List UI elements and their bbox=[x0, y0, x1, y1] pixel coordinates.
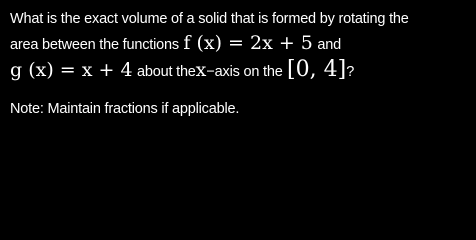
function-g: g (x) = x + 4 bbox=[10, 59, 133, 81]
note-text: Note: Maintain fractions if applicable. bbox=[10, 101, 240, 117]
axis-text: −axis on the bbox=[206, 64, 283, 80]
function-f: f (x) = 2x + 5 bbox=[183, 32, 313, 54]
about-text: about the bbox=[137, 64, 196, 80]
spacer bbox=[10, 84, 466, 98]
question-line-1: What is the exact volume of a solid that is formed by rotating the bbox=[10, 11, 409, 27]
question-line-3 bbox=[10, 56, 466, 84]
question-text: area between the functions bbox=[10, 37, 179, 53]
axis-variable: x bbox=[195, 59, 207, 81]
question-line-2 bbox=[10, 30, 466, 56]
question-mark: ? bbox=[346, 64, 355, 80]
interval: [0, 4] bbox=[287, 57, 347, 82]
conjunction-and: and bbox=[317, 37, 341, 53]
